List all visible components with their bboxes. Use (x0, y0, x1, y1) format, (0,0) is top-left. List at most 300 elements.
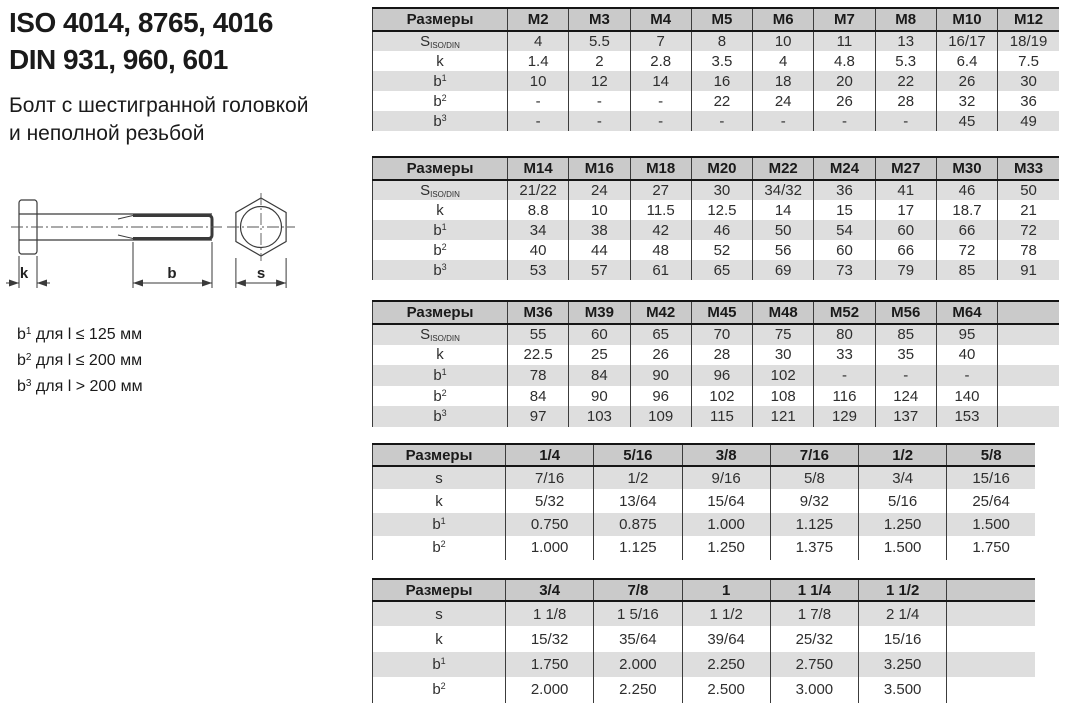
empty-cell (998, 386, 1059, 407)
value-cell: 65 (630, 324, 691, 345)
value-cell: 5/32 (506, 489, 594, 512)
value-cell: 1.750 (506, 652, 594, 677)
value-cell: 1 7/8 (770, 601, 858, 626)
value-cell: 65 (691, 260, 752, 280)
value-cell: 27 (630, 180, 691, 200)
row-label-header: Размеры (373, 444, 506, 466)
value-cell: 4 (508, 31, 569, 51)
size-column-header: M22 (753, 157, 814, 180)
value-cell: 72 (936, 240, 997, 260)
value-cell: - (569, 91, 630, 111)
value-cell: 2.8 (630, 51, 691, 71)
value-cell: 10 (753, 31, 814, 51)
size-column-header: 3/8 (682, 444, 770, 466)
footnote-line: $b^2$ для l ≤ 200 мм (17, 352, 143, 369)
value-cell: 33 (814, 345, 875, 366)
value-cell: - (691, 111, 752, 131)
bolt-side-view (6, 200, 222, 288)
table-row (373, 71, 1060, 91)
value-cell: 11.5 (630, 200, 691, 220)
value-cell: 36 (998, 91, 1059, 111)
value-cell: 50 (753, 220, 814, 240)
value-cell: 53 (508, 260, 569, 280)
value-cell: 60 (814, 240, 875, 260)
size-column-header: M27 (875, 157, 936, 180)
value-cell: 28 (875, 91, 936, 111)
value-cell: 30 (998, 71, 1059, 91)
size-column-header: 7/16 (770, 444, 858, 466)
size-column-header: 1 1/2 (859, 579, 947, 601)
table-row (373, 536, 1036, 559)
value-cell: 11 (814, 31, 875, 51)
value-cell: 8 (691, 31, 752, 51)
empty-cell (947, 652, 1035, 677)
size-column-header: M56 (875, 301, 936, 324)
row-label-header: Размеры (373, 8, 508, 31)
row-label: $b^3$ (373, 260, 508, 280)
value-cell: 66 (875, 240, 936, 260)
value-cell: 102 (691, 386, 752, 407)
value-cell: 137 (875, 406, 936, 427)
row-label-header: Размеры (373, 157, 508, 180)
table-row (373, 652, 1036, 677)
value-cell: 102 (753, 365, 814, 386)
value-cell: 85 (936, 260, 997, 280)
table-row (373, 324, 1060, 345)
value-cell: 9/32 (770, 489, 858, 512)
value-cell: - (875, 365, 936, 386)
value-cell: 49 (998, 111, 1059, 131)
table-row (373, 626, 1036, 651)
value-cell: 1.4 (508, 51, 569, 71)
value-cell: 10 (569, 200, 630, 220)
value-cell: 96 (630, 386, 691, 407)
size-column-header: M39 (569, 301, 630, 324)
table-row (373, 200, 1060, 220)
value-cell: 13/64 (594, 489, 682, 512)
value-cell: 20 (814, 71, 875, 91)
value-cell: - (630, 91, 691, 111)
table-row (373, 260, 1060, 280)
table-row (373, 180, 1060, 200)
value-cell: - (508, 111, 569, 131)
size-column-header: M45 (691, 301, 752, 324)
size-column-header: M16 (569, 157, 630, 180)
value-cell: 2.250 (594, 677, 682, 702)
value-cell: 103 (569, 406, 630, 427)
value-cell: 84 (508, 386, 569, 407)
value-cell: 95 (936, 324, 997, 345)
value-cell: - (814, 365, 875, 386)
table-metric-m2-m12 (372, 7, 1059, 131)
row-label: s (373, 601, 506, 626)
value-cell: 96 (691, 365, 752, 386)
value-cell: 12.5 (691, 200, 752, 220)
subtitle-block (9, 92, 308, 148)
table-row (373, 51, 1060, 71)
value-cell: 3.250 (859, 652, 947, 677)
value-cell: 80 (814, 324, 875, 345)
size-column-header: 5/8 (947, 444, 1035, 466)
size-column-header: M30 (936, 157, 997, 180)
value-cell: 17 (875, 200, 936, 220)
size-column-header: 5/16 (594, 444, 682, 466)
thread-runout-top (118, 216, 133, 220)
table-metric-m14-m33 (372, 156, 1059, 280)
value-cell: 16 (691, 71, 752, 91)
value-cell: 16/17 (936, 31, 997, 51)
value-cell: 34 (508, 220, 569, 240)
value-cell: 39/64 (682, 626, 770, 651)
value-cell: 7.5 (998, 51, 1059, 71)
table-row (373, 386, 1060, 407)
value-cell: 45 (936, 111, 997, 131)
value-cell: - (875, 111, 936, 131)
value-cell: 5/8 (770, 466, 858, 489)
value-cell: 38 (569, 220, 630, 240)
table-row (373, 466, 1036, 489)
value-cell: 60 (569, 324, 630, 345)
row-label: $b^2$ (433, 387, 447, 405)
value-cell: 35 (875, 345, 936, 366)
value-cell: 25 (569, 345, 630, 366)
value-cell: 85 (875, 324, 936, 345)
value-cell: 50 (998, 180, 1059, 200)
value-cell: 26 (814, 91, 875, 111)
value-cell: 2.500 (682, 677, 770, 702)
value-cell: - (753, 111, 814, 131)
size-column-header: M6 (753, 8, 814, 31)
value-cell: 70 (691, 324, 752, 345)
value-cell: 18/19 (998, 31, 1059, 51)
value-cell: 41 (875, 180, 936, 200)
value-cell: 2.000 (506, 677, 594, 702)
header-row (373, 301, 1060, 324)
value-cell: 56 (753, 240, 814, 260)
value-cell: 25/64 (947, 489, 1035, 512)
value-cell: 84 (569, 365, 630, 386)
value-cell: 14 (630, 71, 691, 91)
row-label: $b^1$ (373, 71, 508, 91)
header-row (373, 579, 1036, 601)
row-label: $b^2$ (432, 539, 446, 557)
value-cell: 108 (753, 386, 814, 407)
value-cell: - (630, 111, 691, 131)
value-cell: 4.8 (814, 51, 875, 71)
size-column-header: M24 (814, 157, 875, 180)
value-cell: 7/16 (506, 466, 594, 489)
table-row (373, 345, 1060, 366)
size-column-header: 1 1/4 (770, 579, 858, 601)
value-cell: 46 (691, 220, 752, 240)
value-cell: 40 (936, 345, 997, 366)
value-cell: 36 (814, 180, 875, 200)
value-cell: - (569, 111, 630, 131)
size-column-header: 1/4 (506, 444, 594, 466)
dim-label-b: b (167, 265, 177, 282)
table-row (373, 513, 1036, 536)
row-label: $S_{ISO/DIN}$ (373, 31, 508, 51)
value-cell: 21/22 (508, 180, 569, 200)
value-cell: 52 (691, 240, 752, 260)
value-cell: 97 (508, 406, 569, 427)
row-label: $b^1$ (373, 513, 506, 536)
size-column-header: M12 (998, 8, 1059, 31)
value-cell: 90 (630, 365, 691, 386)
value-cell: 75 (753, 324, 814, 345)
table-row (373, 31, 1060, 51)
value-cell: 1/2 (594, 466, 682, 489)
value-cell: 48 (630, 240, 691, 260)
size-column-header: M3 (569, 8, 630, 31)
value-cell: 91 (998, 260, 1059, 280)
value-cell: 69 (753, 260, 814, 280)
value-cell: 12 (569, 71, 630, 91)
value-cell: 28 (691, 345, 752, 366)
value-cell: 1.375 (770, 536, 858, 559)
value-cell: 140 (936, 386, 997, 407)
row-label: $b^3$ (373, 111, 508, 131)
value-cell: 78 (508, 365, 569, 386)
value-cell: 1.500 (859, 536, 947, 559)
header-row (373, 157, 1060, 180)
row-label: k (436, 346, 444, 364)
value-cell: 1.500 (947, 513, 1035, 536)
value-cell: 115 (691, 406, 752, 427)
empty-cell (947, 601, 1035, 626)
empty-cell (947, 677, 1035, 702)
row-label: $b^1$ (373, 220, 508, 240)
value-cell: 90 (569, 386, 630, 407)
size-column-header: M48 (753, 301, 814, 324)
row-label-header: Размеры (373, 579, 506, 601)
row-label: $b^2$ (433, 241, 447, 259)
value-cell: 2 (569, 51, 630, 71)
empty-column-header (998, 301, 1059, 324)
value-cell: 78 (998, 240, 1059, 260)
size-column-header: M8 (875, 8, 936, 31)
value-cell: 1 1/8 (506, 601, 594, 626)
row-label: k (435, 630, 443, 648)
dim-label-s: s (256, 265, 266, 282)
value-cell: 18.7 (936, 200, 997, 220)
value-cell: 4 (753, 51, 814, 71)
size-column-header: M52 (814, 301, 875, 324)
value-cell: 24 (753, 91, 814, 111)
value-cell: 124 (875, 386, 936, 407)
value-cell: 2.250 (682, 652, 770, 677)
value-cell: 15/32 (506, 626, 594, 651)
value-cell: 60 (875, 220, 936, 240)
size-column-header: M36 (508, 301, 569, 324)
value-cell: 24 (569, 180, 630, 200)
value-cell: 79 (875, 260, 936, 280)
header-row (373, 8, 1060, 31)
value-cell: 25/32 (770, 626, 858, 651)
value-cell: 5.5 (569, 31, 630, 51)
footnotes (17, 320, 143, 398)
footnote-line: $b^1$ для l ≤ 125 мм (17, 326, 143, 343)
value-cell: 42 (630, 220, 691, 240)
value-cell: 61 (630, 260, 691, 280)
hex-end-view (227, 193, 295, 288)
value-cell: 9/16 (682, 466, 770, 489)
size-column-header: M33 (998, 157, 1059, 180)
value-cell: 22.5 (508, 345, 569, 366)
value-cell: 0.750 (506, 513, 594, 536)
row-label: $S_{ISO/DIN}$ (373, 180, 508, 200)
value-cell: 116 (814, 386, 875, 407)
value-cell: 55 (508, 324, 569, 345)
technical-drawing (0, 185, 310, 320)
value-cell: - (508, 91, 569, 111)
value-cell: 2.000 (594, 652, 682, 677)
empty-cell (998, 365, 1059, 386)
row-label: $b^1$ (373, 652, 506, 677)
size-column-header: M5 (691, 8, 752, 31)
value-cell: 121 (753, 406, 814, 427)
value-cell: 3.5 (691, 51, 752, 71)
size-column-header: M10 (936, 8, 997, 31)
value-cell: 3.000 (770, 677, 858, 702)
value-cell: 3/4 (859, 466, 947, 489)
value-cell: 153 (936, 406, 997, 427)
size-column-header: M4 (630, 8, 691, 31)
size-column-header: M2 (508, 8, 569, 31)
value-cell: 30 (753, 345, 814, 366)
value-cell: 1 5/16 (594, 601, 682, 626)
table-row (373, 220, 1060, 240)
size-column-header: 1/2 (859, 444, 947, 466)
value-cell: 34/32 (753, 180, 814, 200)
size-column-header: M42 (630, 301, 691, 324)
value-cell: 1.000 (506, 536, 594, 559)
value-cell: 1.250 (859, 513, 947, 536)
row-label-header: Размеры (373, 301, 508, 324)
value-cell: 14 (753, 200, 814, 220)
size-column-header: 1 (682, 579, 770, 601)
value-cell: 72 (998, 220, 1059, 240)
value-cell: 35/64 (594, 626, 682, 651)
value-cell: 15 (814, 200, 875, 220)
table-row (373, 91, 1060, 111)
size-column-header: M20 (691, 157, 752, 180)
table-imperial-quarter-to-5-8 (372, 443, 1035, 560)
empty-cell (998, 406, 1059, 427)
row-label: k (436, 52, 444, 70)
value-cell: 8.8 (508, 200, 569, 220)
table-row (373, 111, 1060, 131)
value-cell: 15/16 (947, 466, 1035, 489)
size-column-header: M64 (936, 301, 997, 324)
value-cell: 7 (630, 31, 691, 51)
value-cell: 46 (936, 180, 997, 200)
value-cell: 73 (814, 260, 875, 280)
table-row (373, 406, 1060, 427)
table-row (373, 240, 1060, 260)
value-cell: 109 (630, 406, 691, 427)
value-cell: 40 (508, 240, 569, 260)
table-row (373, 365, 1060, 386)
row-label: $b^1$ (373, 365, 508, 386)
size-column-header: M18 (630, 157, 691, 180)
table-row (373, 489, 1036, 512)
row-label: s (373, 466, 506, 489)
subtitle-line2: и неполной резьбой (9, 122, 205, 145)
value-cell: 26 (630, 345, 691, 366)
value-cell: 13 (875, 31, 936, 51)
value-cell: 22 (691, 91, 752, 111)
dim-label-k: k (19, 265, 29, 282)
value-cell: 10 (508, 71, 569, 91)
row-label: $b^2$ (432, 681, 446, 699)
value-cell: 1.750 (947, 536, 1035, 559)
table-row (373, 601, 1036, 626)
row-label: $b^3$ (373, 406, 508, 427)
value-cell: 26 (936, 71, 997, 91)
value-cell: 32 (936, 91, 997, 111)
title-block (9, 4, 273, 78)
value-cell: - (936, 365, 997, 386)
value-cell: 18 (753, 71, 814, 91)
value-cell: 44 (569, 240, 630, 260)
value-cell: 1.125 (594, 536, 682, 559)
value-cell: 0.875 (594, 513, 682, 536)
size-column-header: 7/8 (594, 579, 682, 601)
size-column-header: 3/4 (506, 579, 594, 601)
value-cell: 1.125 (770, 513, 858, 536)
row-label: k (436, 201, 444, 219)
value-cell: 6.4 (936, 51, 997, 71)
value-cell: 129 (814, 406, 875, 427)
subtitle-line1: Болт с шестигранной головкой (9, 94, 309, 117)
thread-runout-bottom (118, 235, 133, 239)
value-cell: 1.000 (682, 513, 770, 536)
empty-cell (998, 345, 1059, 366)
page-title-din: DIN 931, 960, 601 (9, 44, 228, 75)
page-title-iso: ISO 4014, 8765, 4016 (9, 7, 273, 38)
value-cell: 15/64 (682, 489, 770, 512)
value-cell: 21 (998, 200, 1059, 220)
value-cell: 22 (875, 71, 936, 91)
row-label: $b^2$ (433, 92, 447, 110)
value-cell: 54 (814, 220, 875, 240)
value-cell: 5.3 (875, 51, 936, 71)
table-imperial-3-4-to-1-1-2 (372, 578, 1035, 703)
value-cell: - (814, 111, 875, 131)
value-cell: 5/16 (859, 489, 947, 512)
size-column-header: M14 (508, 157, 569, 180)
row-label: $S_{ISO/DIN}$ (373, 324, 508, 345)
value-cell: 30 (691, 180, 752, 200)
table-metric-m36-m64 (372, 300, 1059, 427)
row-label: k (435, 492, 443, 510)
value-cell: 1.250 (682, 536, 770, 559)
value-cell: 66 (936, 220, 997, 240)
header-row (373, 444, 1036, 466)
value-cell: 2.750 (770, 652, 858, 677)
empty-cell (947, 626, 1035, 651)
table-row (373, 677, 1036, 702)
value-cell: 57 (569, 260, 630, 280)
value-cell: 3.500 (859, 677, 947, 702)
value-cell: 15/16 (859, 626, 947, 651)
empty-cell (998, 324, 1059, 345)
value-cell: 1 1/2 (682, 601, 770, 626)
value-cell: 2 1/4 (859, 601, 947, 626)
size-column-header: M7 (814, 8, 875, 31)
empty-column-header (947, 579, 1035, 601)
